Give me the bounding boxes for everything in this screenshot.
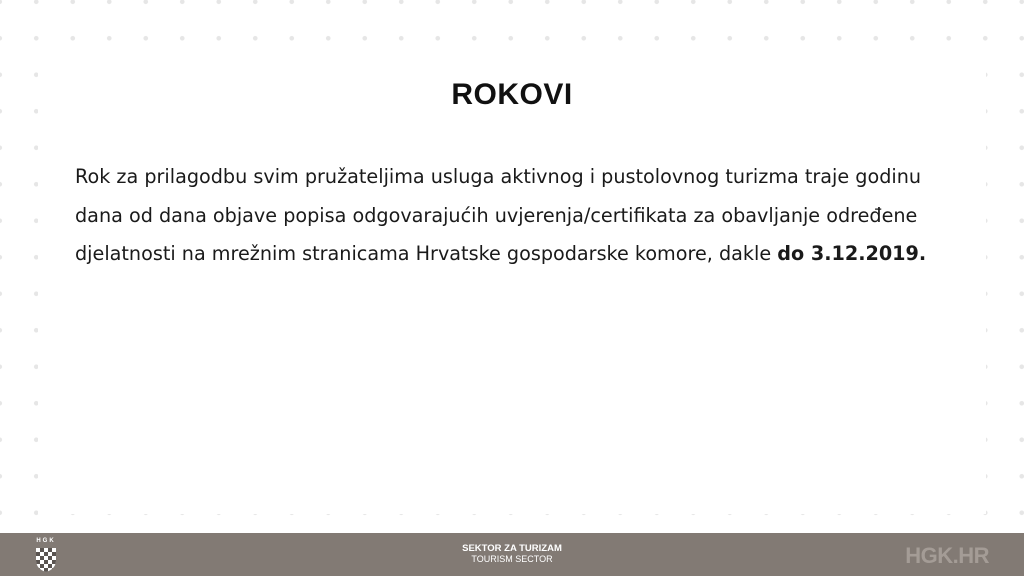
slide-body-text [75, 158, 955, 274]
hgk-logo [33, 538, 59, 574]
sector-main-label: SEKTOR ZA TURIZAM [462, 543, 562, 554]
slide-title: ROKOVI [451, 78, 573, 111]
content-area [38, 44, 986, 514]
hgk-logo-text: HGK [36, 538, 56, 544]
body-text-bold-date: do 3.12.2019. [777, 242, 927, 265]
sector-label [412, 543, 612, 565]
hgk-website-label: HGK.HR [905, 543, 989, 568]
body-text-regular: Rok za prilagodbu svim pružateljima usluga aktivnog i pustolovnog turizma traje godinu dana od dana objave popisa odgovarajućih uvjerenja/certifikata za obavljanje određene djelatnosti na mrežnim stranicama Hrvatske gospodarske komore, dakle [75, 165, 922, 265]
checkerboard-coat-of-arms-icon [36, 548, 56, 572]
sector-sub-label: TOURISM SECTOR [471, 554, 553, 564]
footer-bar [0, 533, 1024, 576]
